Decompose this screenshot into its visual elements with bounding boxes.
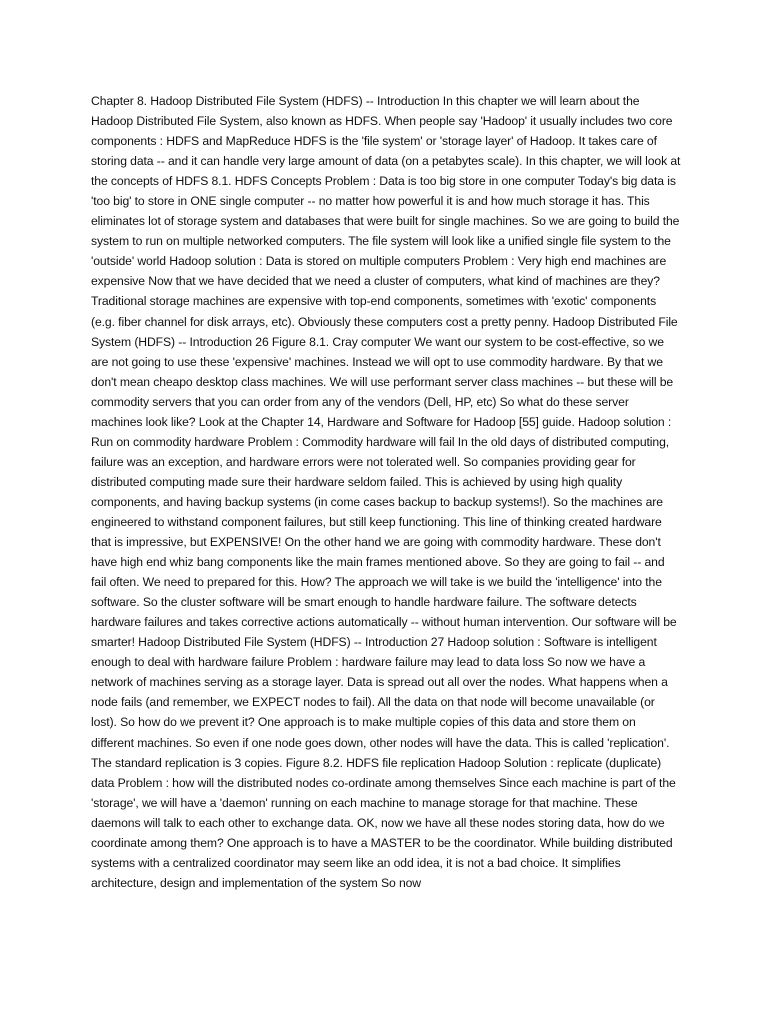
body-paragraph: Chapter 8. Hadoop Distributed File System (HDFS) -- Introduction In this chapter we will learn about the Hadoop Distributed File System, also known as HDFS. When people say 'Hadoop' it usually includes two core components : HDFS and MapReduce HDFS is the 'file system' or 'storage layer' of Hadoop. It takes care of storing data -- and it can handle very large amount of data (on a petabytes scale). In this chapter, we will look at the concepts of HDFS 8.1. HDFS Concepts Problem : Data is too big store in one computer Today's big data is 'too big' to store in ONE single computer -- no matter how powerful it is and how much storage it has. This eliminates lot of storage system and databases that were built for single machines. So we are going to build the system to run on multiple networked computers. The file system will look like a unified single file system to the 'outside' world Hadoop solution : Data is stored on multiple computers Problem : Very high end machines are expensive Now that we have decided that we need a cluster of computers, what kind of machines are they? Traditional storage machines are expensive with top-end components, sometimes with 'exotic' components (e.g. fiber channel for disk arrays, etc). Obviously these computers cost a pretty penny. Hadoop Distributed File System (HDFS) -- Introduction 26 Figure 8.1. Cray computer We want our system to be cost-effective, so we are not going to use these 'expensive' machines. Instead we will opt to use commodity hardware. By that we don't mean cheapo desktop class machines. We will use performant server class machines -- but these will be commodity servers that you can order from any of the vendors (Dell, HP, etc) So what do these server machines look like? Look at the Chapter 14, Hardware and Software for Hadoop [55] guide. Hadoop solution : Run on commodity hardware Problem : Commodity hardware will fail In the old days of distributed computing, failure was an exception, and hardware errors were not tolerated well. So companies providing gear for distributed computing made sure their hardware seldom failed. This is achieved by using high quality components, and having backup systems (in come cases backup to backup systems!). So the machines are engineered to withstand component failures, but still keep functioning. This line of thinking created hardware that is impressive, but EXPENSIVE! On the other hand we are going with commodity hardware. These don't have high end whiz bang components like the main frames mentioned above. So they are going to fail -- and fail often. We need to prepared for this. How? The approach we will take is we build the 'intelligence' into the software. So the cluster software will be smart enough to handle hardware failure. The software detects hardware failures and takes corrective actions automatically -- without human intervention. Our software will be smarter! Hadoop Distributed File System (HDFS) -- Introduction 27 Hadoop solution : Software is intelligent enough to deal with hardware failure Problem : hardware failure may lead to data loss So now we have a network of machines serving as a storage layer. Data is spread out all over the nodes. What happens when a node fails (and remember, we EXPECT nodes to fail). All the data on that node will become unavailable (or lost). So how do we prevent it? One approach is to make multiple copies of this data and store them on different machines. So even if one node goes down, other nodes will have the data. This is called 'replication'. The standard replication is 3 copies. Figure 8.2. HDFS file replication Hadoop Solution : replicate (duplicate) data Problem : how will the distributed nodes co-ordinate among themselves Since each machine is part of the 'storage', we will have a 'daemon' running on each machine to manage storage for that machine. These daemons will talk to each other to exchange data. OK, now we have all these nodes storing data, how do we coordinate among them? One approach is to have a MASTER to be the coordinator. While building distributed systems with a centralized coordinator may seem like an odd idea, it is not a bad choice. It simplifies architecture, design and implementation of the system So now	[91, 94, 681, 890]
